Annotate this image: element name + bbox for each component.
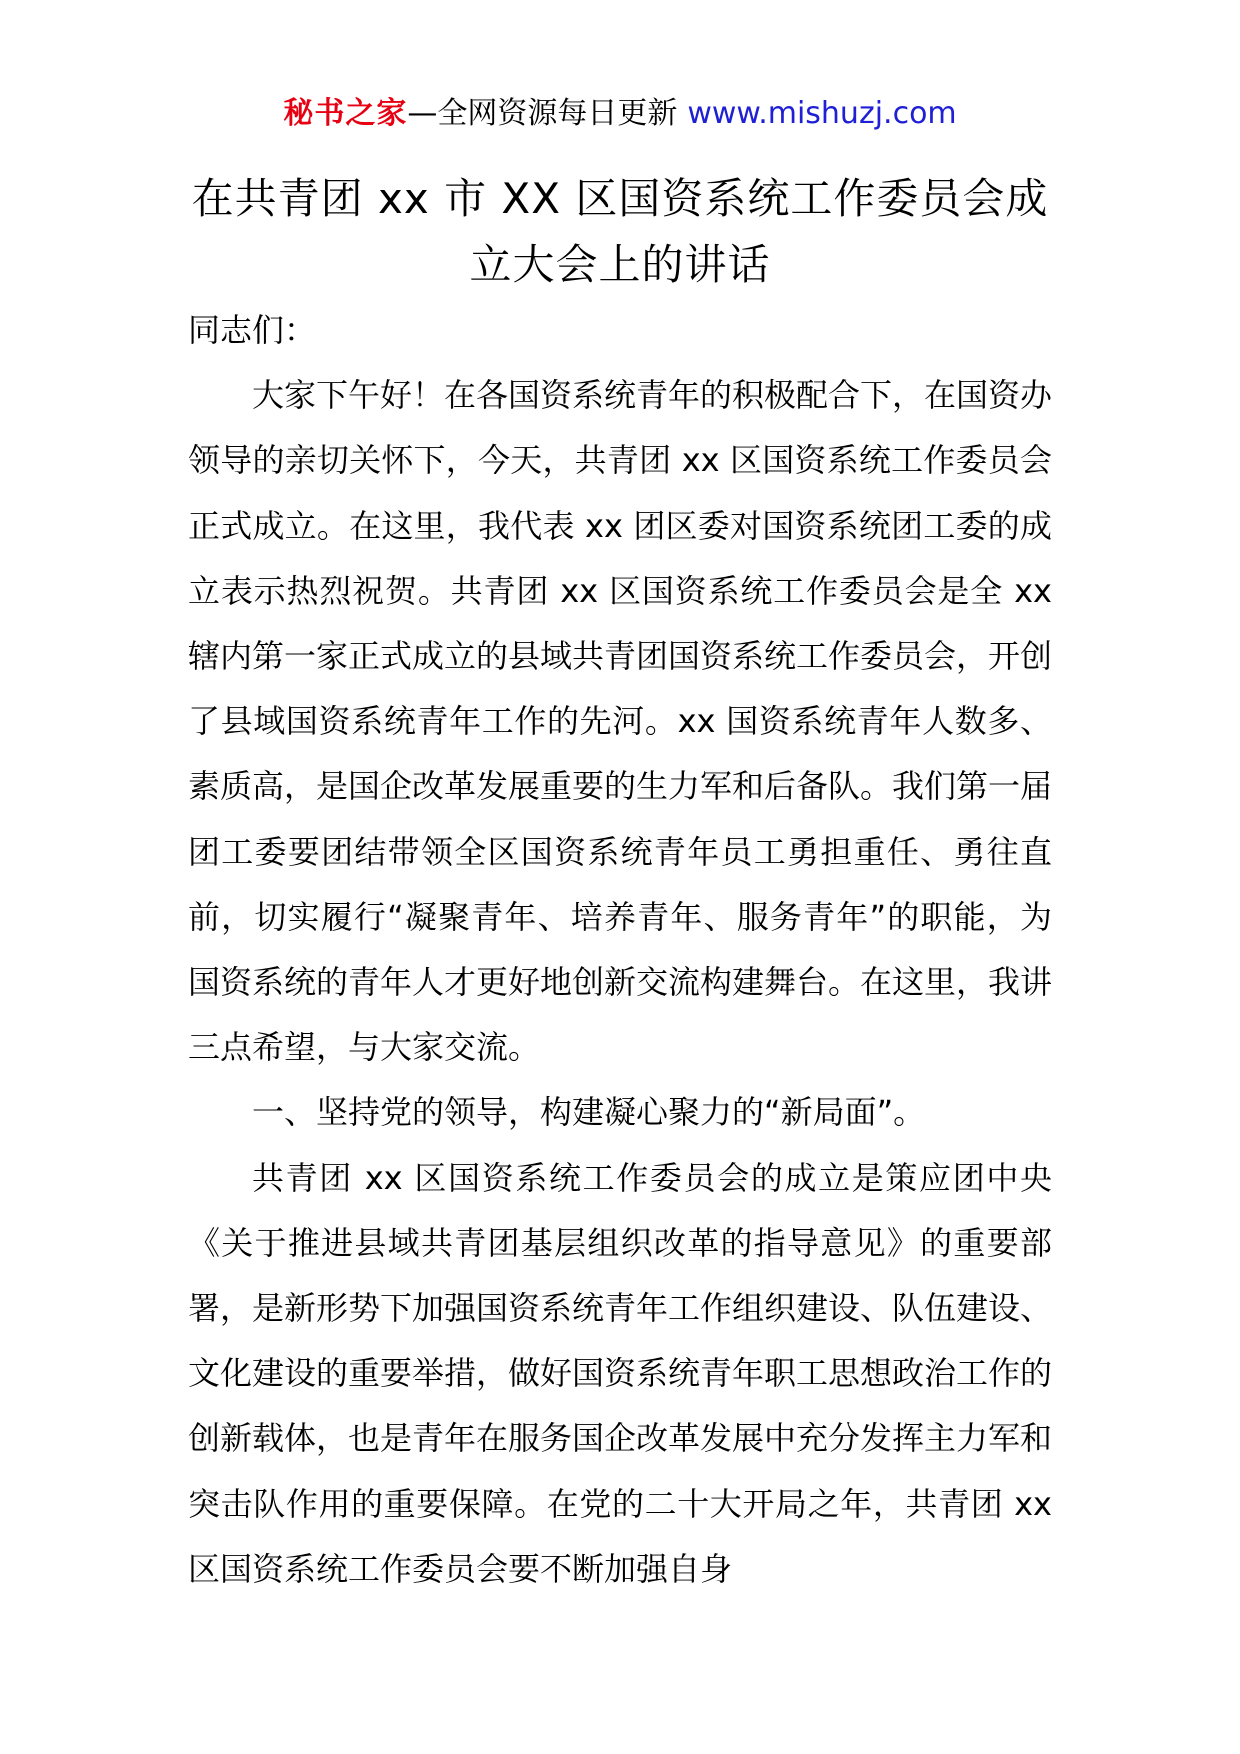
paragraph-1: 大家下午好！在各国资系统青年的积极配合下，在国资办领导的亲切关怀下，今天，共青团 xx 区国资系统工作委员会正式成立。在这里，我代表 xx 团区委对国资系统团工委的成立表示热烈祝贺。共青团 xx 区国资系统工作委员会是全 xx 辖内第一家正式成立的县域共青团国资系统工作委员会，开创了县域国资系统青年工作的先河。xx 国资系统青年人数多、素质高，是国企改革发展重要的生力军和后备队。我们第一届团工委要团结带领全区国资系统青年员工勇担重任、勇往直前，切实履行“凝聚青年、培养青年、服务青年”的职能，为国资系统的青年人才更好地创新交流构建舞台。在这里，我讲三点希望，与大家交流。 <box>188 376 1053 1067</box>
paragraph-2: 共青团 xx 区国资系统工作委员会的成立是策应团中央《关于推进县域共青团基层组织改革的指导意见》的重要部署，是新形势下加强国资系统青年工作组织建设、队伍建设、文化建设的重要举措，做好国资系统青年职工思想政治工作的创新载体，也是青年在服务国企改革发展中充分发挥主力军和突击队作用的重要保障。在党的二十大开局之年，共青团 xx 区国资系统工作委员会要不断加强自身 <box>188 1158 1053 1588</box>
section-heading-1: 一、坚持党的领导，构建凝心聚力的“新局面”。 <box>252 1093 926 1132</box>
header-tagline: —全网资源每日更新 <box>407 96 678 131</box>
brand-name: 秘书之家 <box>283 96 408 131</box>
document-body <box>188 298 1052 1602</box>
site-url[interactable]: www.mishuzj.com <box>687 96 957 131</box>
salutation: 同志们： <box>188 311 317 349</box>
watermark-header <box>0 92 1240 136</box>
document-title: 在共青团 xx 市 XX 区国资系统工作委员会成立大会上的讲话 <box>191 174 1049 289</box>
